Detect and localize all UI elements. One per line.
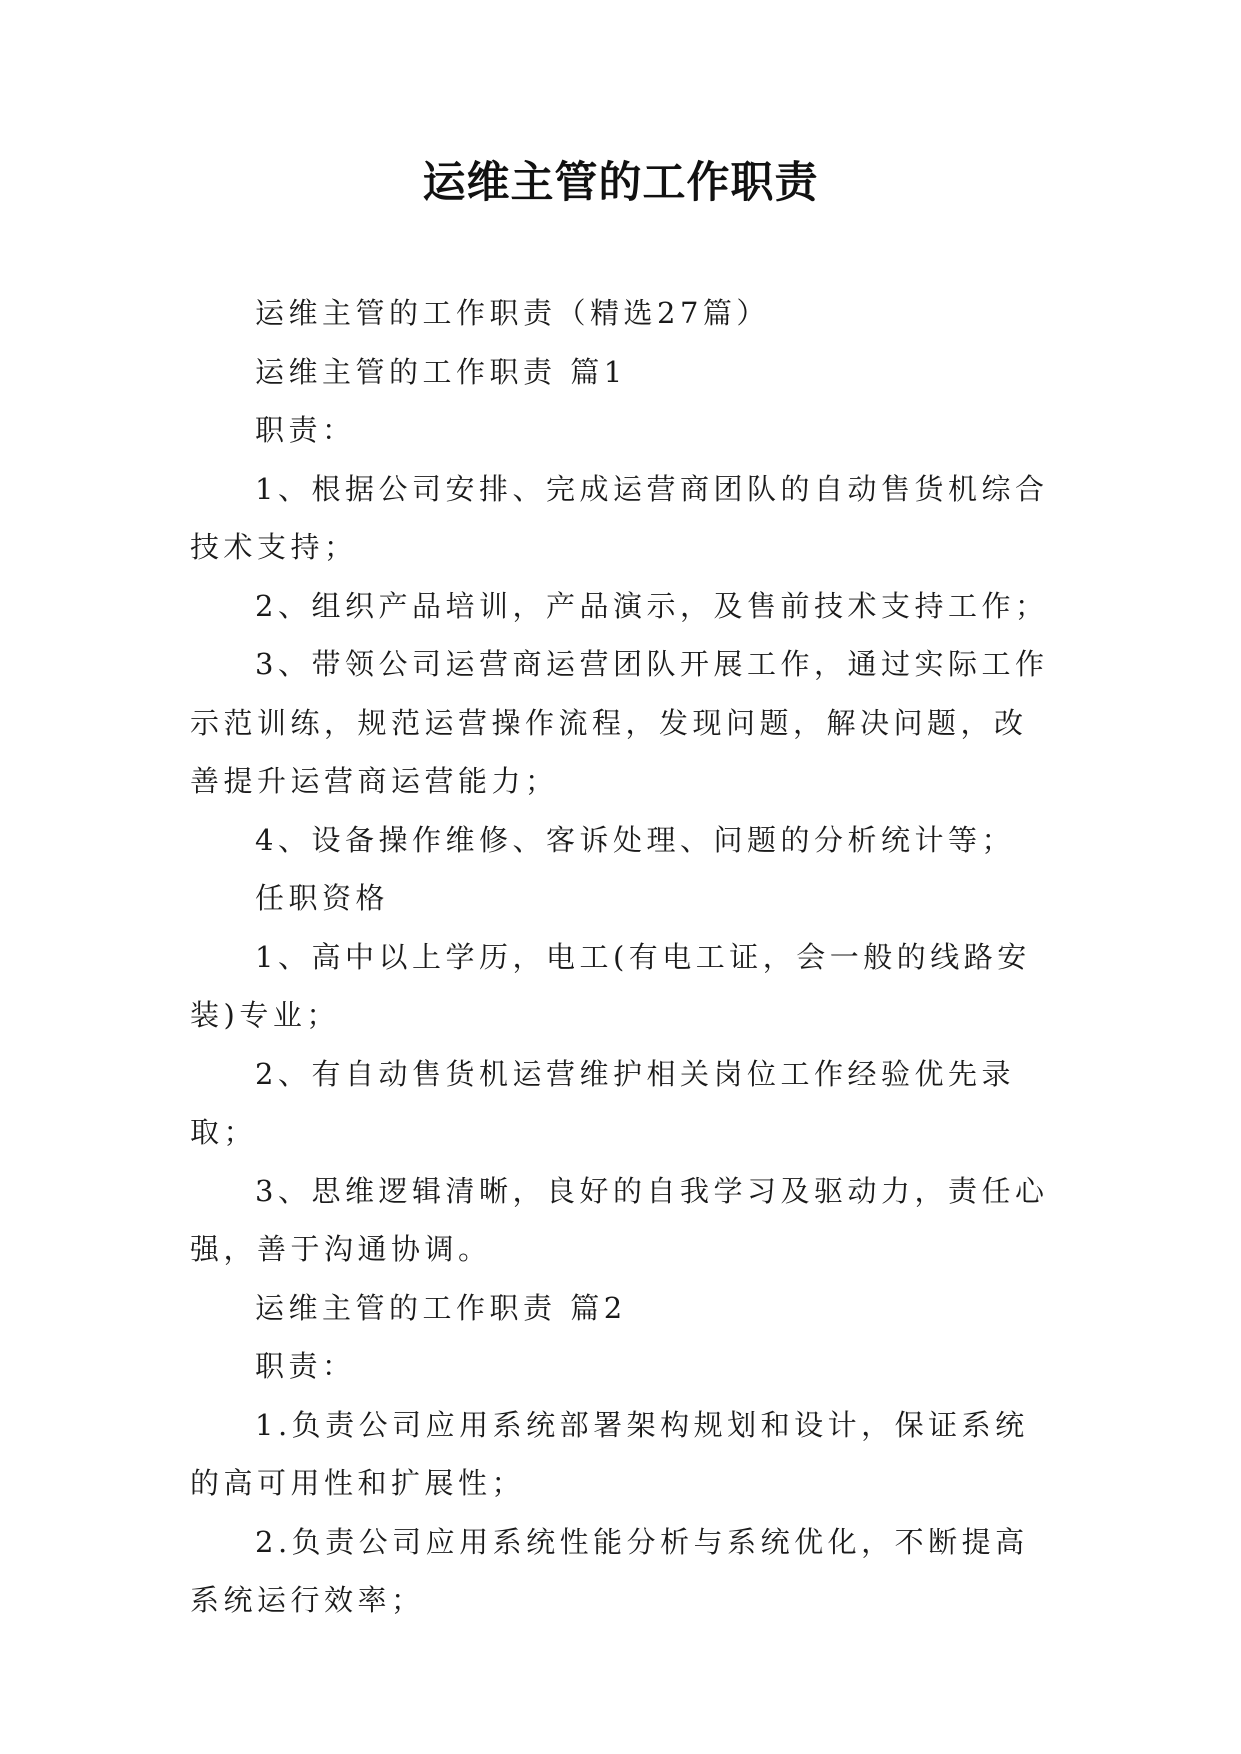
paragraph-list-item: 3、思维逻辑清晰，良好的自我学习及驱动力，责任心强，善于沟通协调。 [190,1173,1049,1266]
paragraph-label: 职责： [255,413,356,447]
document-title: 运维主管的工作职责 [422,158,819,208]
document-body [190,284,1058,1630]
paragraph-list-item: 2、组织产品培训，产品演示，及售前技术支持工作； [255,588,1049,623]
paragraph-list-item: 1.负责公司应用系统部署架构规划和设计，保证系统的高可用性和扩展性； [190,1407,1029,1500]
paragraph-section-heading: 运维主管的工作职责 篇1 [255,354,627,389]
paragraph-label: 职责： [255,1349,356,1383]
paragraph-section-heading: 运维主管的工作职责 篇2 [255,1290,627,1325]
paragraph-list-item: 3、带领公司运营商运营团队开展工作，通过实际工作示范训练，规范运营操作流程，发现问题，解决问题，改善提升运营商运营能力； [190,647,1049,798]
paragraph-subtitle: 运维主管的工作职责（精选27篇） [255,296,770,330]
paragraph-list-item: 1、根据公司安排、完成运营商团队的自动售货机综合技术支持； [190,471,1049,564]
paragraph-list-item: 2.负责公司应用系统性能分析与系统优化，不断提高系统运行效率； [190,1524,1029,1617]
paragraph-list-item: 1、高中以上学历，电工(有电工证，会一般的线路安装)专业； [190,939,1031,1032]
paragraph-list-item: 4、设备操作维修、客诉处理、问题的分析统计等； [255,822,1015,857]
paragraph-label: 任职资格 [255,881,390,915]
paragraph-list-item: 2、有自动售货机运营维护相关岗位工作经验优先录取； [190,1056,1015,1149]
